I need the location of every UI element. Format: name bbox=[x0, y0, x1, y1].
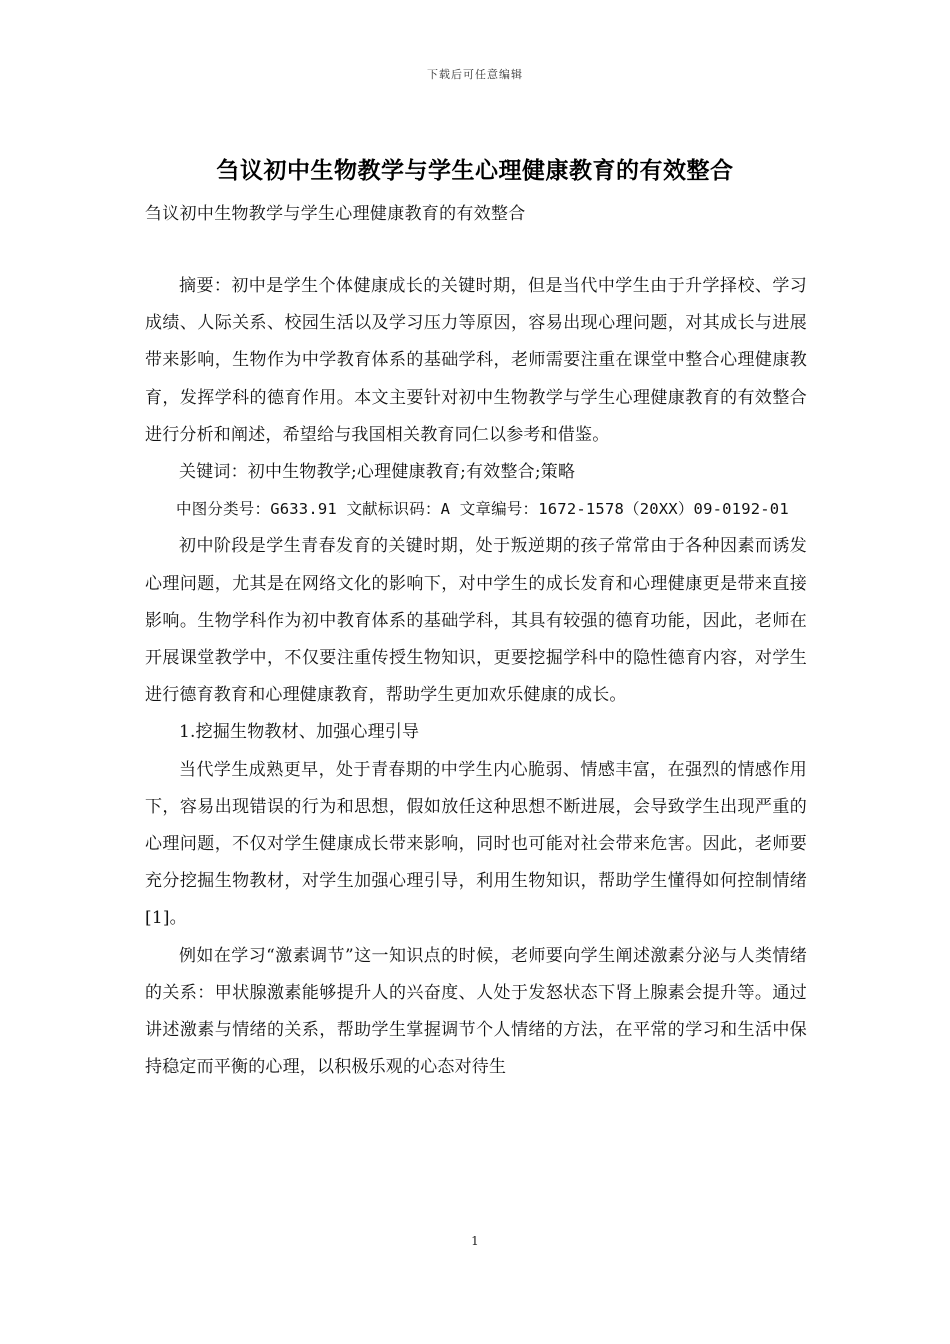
document-title: 刍议初中生物教学与学生心理健康教育的有效整合 bbox=[216, 157, 734, 184]
intro-paragraph: 初中阶段是学生青春发育的关键时期，处于叛逆期的孩子常常由于各种因素而诱发心理问题，尤其是在网络文化的影响下，对中学生的成长发育和心理健康更是带来直接影响。生物学科作为初中教育体系的基础学科，其具有较强的德育功能，因此，老师在开展课堂教学中，不仅要注重传授生物知识，更要挖掘学科中的隐性德育内容，对学生进行德育教育和心理健康教育，帮助学生更加欢乐健康的成长。 bbox=[145, 536, 807, 706]
section-paragraph: 当代学生成熟更早，处于青春期的中学生内心脆弱、情感丰富，在强烈的情感作用下，容易出现错误的行为和思想，假如放任这种思想不断进展，会导致学生出现严重的心理问题，不仅对学生健康成长带来影响，同时也可能对社会带来危害。因此，老师要充分挖掘生物教材，对学生加强心理引导，利用生物知识，帮助学生懂得如何控制情绪[1]。 bbox=[145, 759, 807, 929]
keywords-paragraph: 关键词：初中生物教学;心理健康教育;有效整合;策略 bbox=[179, 462, 576, 483]
header-note: 下载后可任意编辑 bbox=[427, 68, 523, 81]
document-body bbox=[145, 268, 807, 1086]
document-subtitle: 刍议初中生物教学与学生心理健康教育的有效整合 bbox=[145, 204, 526, 224]
example-paragraph: 例如在学习“激素调节”这一知识点的时候，老师要向学生阐述激素分泌与人类情绪的关系：甲状腺激素能够提升人的兴奋度、人处于发怒状态下肾上腺素会提升等。通过讲述激素与情绪的关系，帮助学生掌握调节个人情绪的方法，在平常的学习和生活中保持稳定而平衡的心理，以积极乐观的心态对待生 bbox=[145, 945, 807, 1078]
abstract-paragraph: 摘要：初中是学生个体健康成长的关键时期，但是当代中学生由于升学择校、学习成绩、人际关系、校园生活以及学习压力等原因，容易出现心理问题，对其成长与进展带来影响，生物作为中学教育体系的基础学科，老师需要注重在课堂中整合心理健康教育，发挥学科的德育作用。本文主要针对初中生物教学与学生心理健康教育的有效整合进行分析和阐述，希望给与我国相关教育同仁以参考和借鉴。 bbox=[145, 276, 807, 445]
section-heading: 1.挖掘生物教材、加强心理引导 bbox=[179, 722, 420, 743]
classification-paragraph: 中图分类号：G633.91 文献标识码：A 文章编号：1672-1578（20XX）09-0192-01 bbox=[176, 500, 789, 519]
page-number: 1 bbox=[471, 1234, 479, 1248]
